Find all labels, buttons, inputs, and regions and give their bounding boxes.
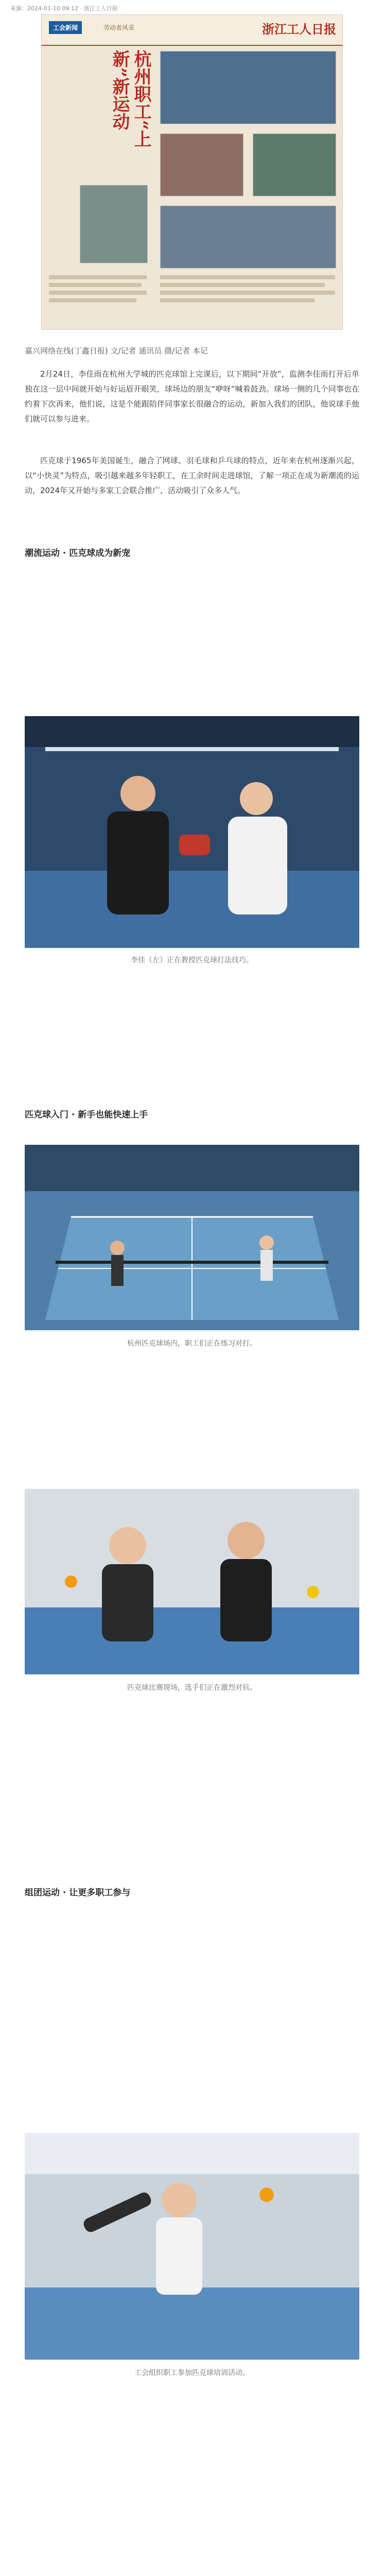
newspaper-photo: [253, 133, 336, 196]
article-paragraph: 2月24日，李佳雨在杭州大学城的匹克球馆上完课后，以下期间“开放”，监测李佳雨打开后单独在这一层中间就开始与好运眉开眼笑，球场边的朋友“咿呀”喊着鼓劲。球场一侧的几个同事也在约着下次再来，他们说，这是个能跟陪伴同事家长很融合的运动，新加入我们的团队，他说球手他们就可以参与进来。: [25, 369, 359, 423]
newspaper-photo: [80, 185, 148, 263]
newspaper-text-line: [160, 283, 325, 287]
photo-caption: 杭州匹克球场内，职工们正在练习对打。: [127, 1340, 257, 1348]
newspaper-badge: 工会新闻: [49, 21, 82, 34]
article-photo: [25, 1145, 359, 1330]
newspaper-photo: [160, 133, 243, 196]
newspaper-text-line: [160, 275, 335, 279]
newspaper-text-line: [49, 283, 142, 287]
newspaper-text-line: [160, 291, 335, 295]
newspaper-scan: [41, 14, 343, 330]
date-line: 来源：2024-01-10 09:12 · 浙江工人日报: [10, 5, 118, 12]
article-byline: 嘉兴网络在线(丁鑫日报) 文/记者 通讯员 摄/记者 本记: [25, 346, 208, 355]
newspaper-headline: 杭州职工“上新”新运动: [109, 50, 151, 148]
newspaper-text-line: [49, 291, 147, 295]
article-photo: [25, 1489, 359, 1674]
photo-caption: 工会组织职工参加匹克球培训活动。: [134, 2369, 250, 2377]
newspaper-text-line: [49, 298, 136, 302]
article-photo: [25, 2133, 359, 2360]
section-heading: 潮流运动 · 匹克球成为新宠: [25, 548, 131, 558]
section-heading: 匹克球入门 · 新手也能快速上手: [25, 1110, 148, 1120]
newspaper-text-line: [49, 275, 147, 279]
photo-caption: 李佳（左）正在教授匹克球打法技巧。: [131, 956, 253, 964]
newspaper-masthead: 浙江工人日报: [262, 22, 336, 37]
newspaper-photo: [160, 206, 336, 268]
section-heading: 组团运动 · 让更多职工参与: [25, 1888, 131, 1898]
newspaper-text-line: [160, 298, 315, 302]
article-photo: [25, 716, 359, 948]
photo-caption: 匹克球比赛现场，选手们正在激烈对抗。: [127, 1684, 257, 1692]
newspaper-section: 劳动者风采: [103, 24, 135, 31]
newspaper-photo: [160, 51, 336, 124]
article-paragraph: 匹克球于1965年美国诞生，融合了网球、羽毛球和乒乓球的特点，近年来在杭州逐渐兴起，以“小快灵”为特点，吸引越来越多年轻职工，在工余时间走进球馆，了解一项正在成为新潮流的运动，2024年又开始与多家工会联合推广，活动吸引了众多人气。: [25, 456, 359, 495]
newspaper-header: [42, 15, 343, 46]
